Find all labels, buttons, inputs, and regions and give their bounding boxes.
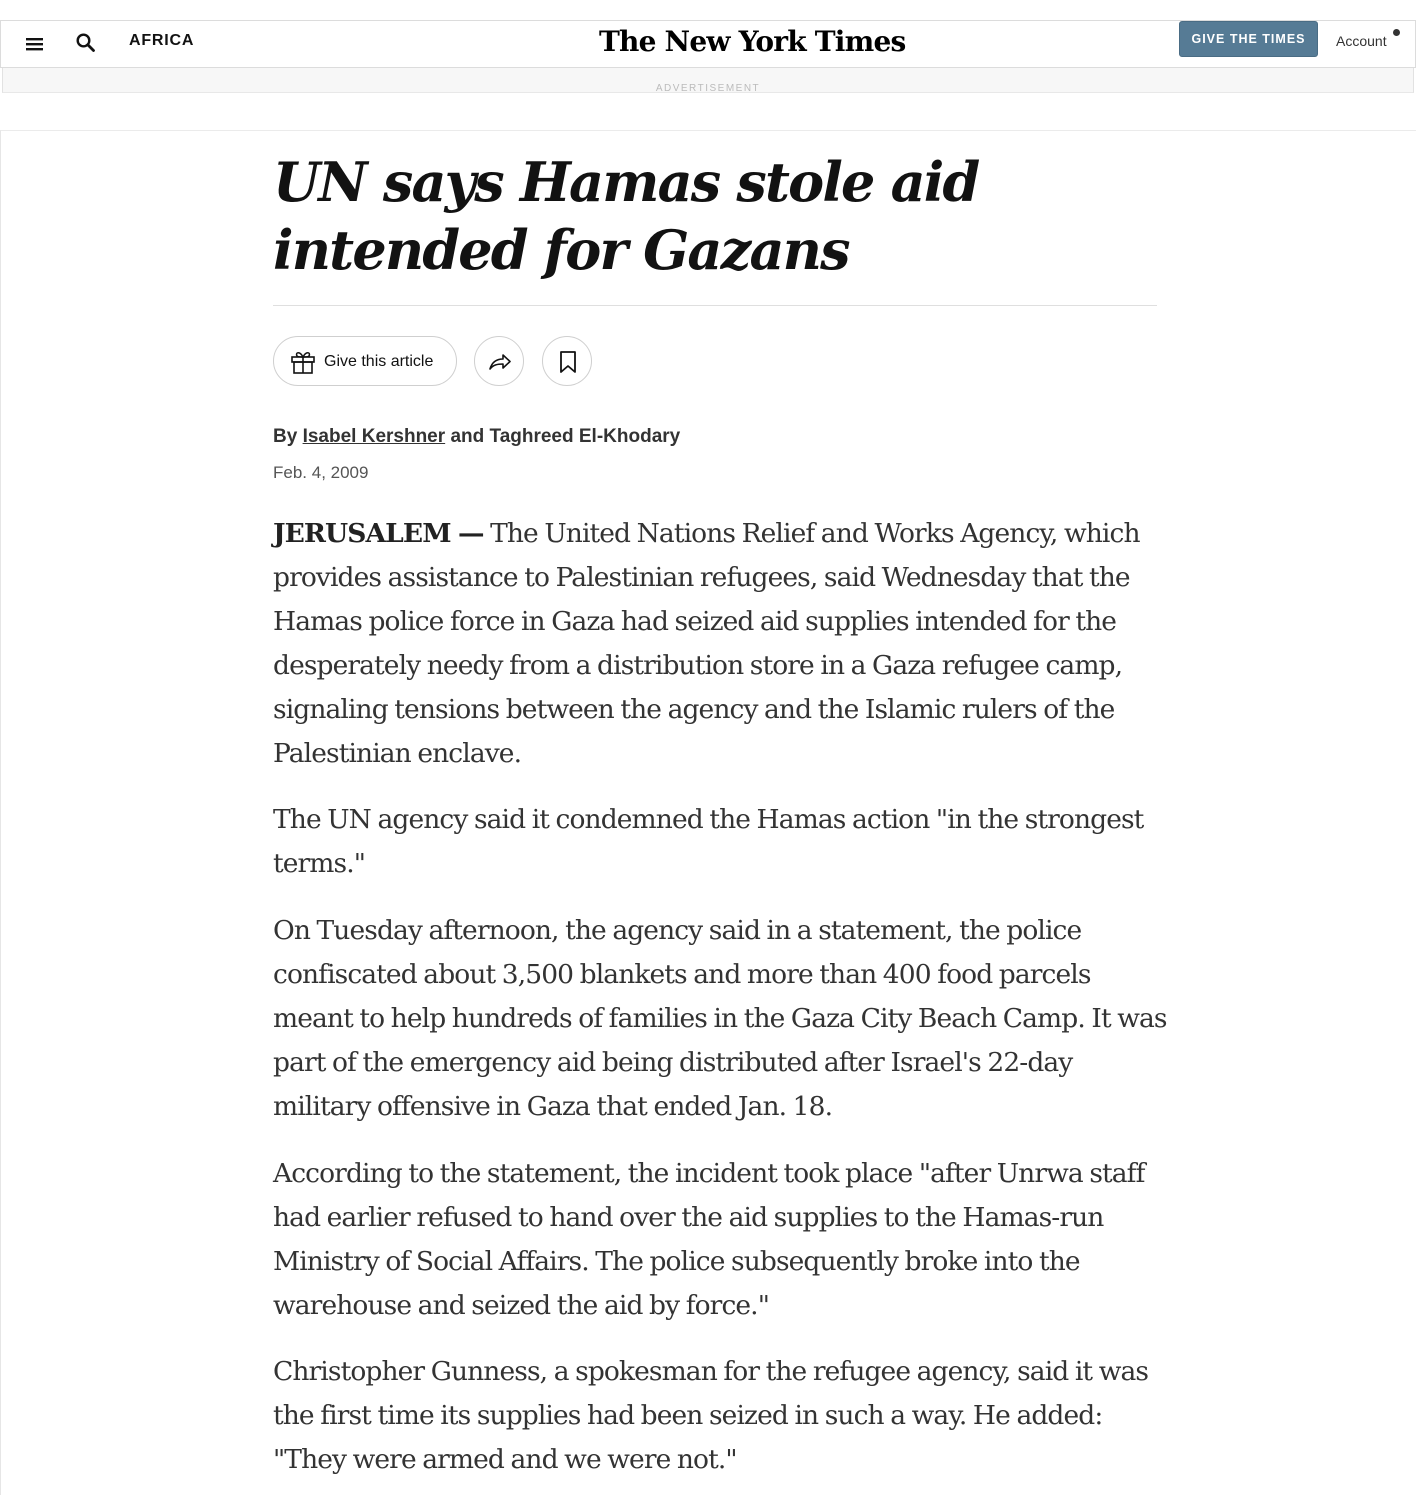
account-link[interactable]: Account [1336, 33, 1387, 49]
menu-icon[interactable] [25, 34, 45, 54]
advertisement-strip [2, 68, 1414, 93]
top-navigation-bar [0, 20, 1416, 68]
dateline-city: JERUSALEM — [273, 518, 484, 549]
account-notification-dot [1393, 29, 1400, 36]
article-paragraph-1 [273, 512, 1168, 776]
author-name-taghreed-el-khodary: Taghreed El-Khodary [489, 426, 681, 447]
article-headline: UN says Hamas stole aid intended for Gazans [273, 150, 979, 282]
paragraph-1-text: The United Nations Relief and Works Agency, which provides assistance to Palestinian refugees, said Wednesday that the Hamas police force in Gaza had seized aid supplies intended for the desperately needy from a distribution store in a Gaza refugee camp, signaling tensions between the agency and the Islamic rulers of the Palestinian enclave. [273, 518, 1140, 769]
article-paragraph-4: According to the statement, the incident took place "after Unrwa staff had earlier refused to hand over the aid supplies to the Hamas-run Ministry of Social Affairs. The police subsequently broke into the warehouse and seized the aid by force." [273, 1158, 1145, 1321]
author-link-isabel-kershner[interactable]: Isabel Kershner [302, 426, 446, 447]
gift-icon [290, 349, 316, 375]
byline-prefix: By [273, 426, 298, 447]
give-the-times-button[interactable]: GIVE THE TIMES [1179, 21, 1318, 57]
share-icon [487, 349, 513, 375]
headline-divider [273, 305, 1157, 306]
search-icon[interactable] [75, 32, 97, 54]
bookmark-icon [555, 349, 581, 375]
publish-date: Feb. 4, 2009 [273, 463, 369, 482]
give-article-button[interactable] [273, 336, 457, 386]
give-article-label: Give this article [324, 353, 434, 370]
nyt-logo[interactable]: The New York Times [599, 25, 906, 58]
article-paragraph-5: Christopher Gunness, a spokesman for the refugee agency, said it was the first time its supplies had been seized in such a way. He added: "They were armed and we were not." [273, 1356, 1149, 1475]
share-button[interactable] [474, 336, 524, 386]
byline-conjunction: and [450, 426, 485, 447]
advertisement-label: ADVERTISEMENT [655, 83, 761, 93]
section-link-africa[interactable]: AFRICA [129, 32, 195, 49]
save-bookmark-button[interactable] [542, 336, 592, 386]
byline [273, 426, 680, 448]
article-paragraph-2: The UN agency said it condemned the Hamas action "in the strongest terms." [273, 804, 1144, 879]
article-paragraph-3: On Tuesday afternoon, the agency said in a statement, the police confiscated about 3,500 blankets and more than 400 food parcels meant to help hundreds of families in the Gaza City Beach Camp. It was part of the emergency aid being distributed after Israel's 22-day military offensive in Gaza that ended Jan. 18. [273, 915, 1167, 1122]
